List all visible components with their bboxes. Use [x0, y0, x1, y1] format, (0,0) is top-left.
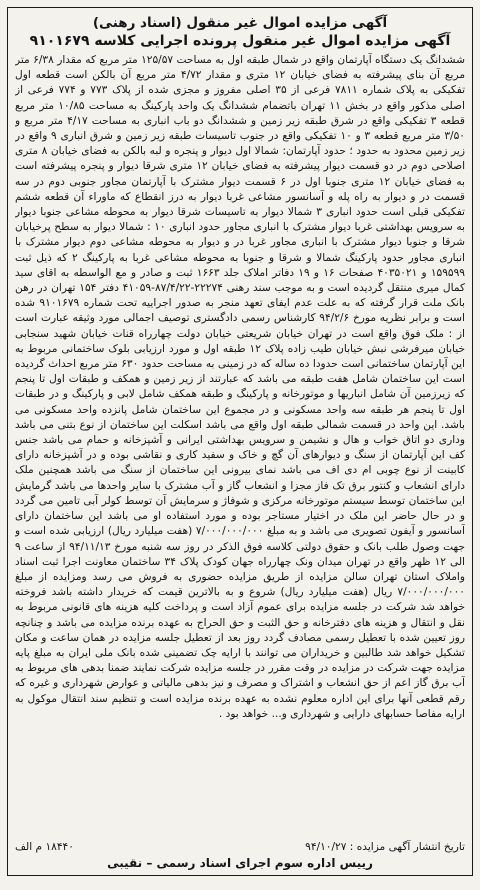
notice-title: آگهی مزایده اموال غیر منقول (اسناد رهنی)	[92, 15, 388, 31]
notice-meta	[15, 840, 465, 855]
notice-subtitle: آگهی مزایده اموال غیر منقول پرونده اجرایی کلاسه ۹۱۰۱۶۷۹	[29, 33, 451, 49]
notice-footer	[15, 840, 465, 872]
auction-notice	[7, 7, 473, 876]
reference-code: ۱۸۴۴۰ م الف	[15, 841, 74, 853]
publish-date: تاریخ انتشار آگهی مزایده : ۹۴/۱۰/۲۷	[305, 841, 465, 853]
signature: رییس اداره سوم اجرای اسناد رسمی – نقیبی	[107, 856, 373, 870]
notice-body: ششدانگ یک دستگاه آپارتمان واقع در شمال طبقه اول به مساحت ۱۲۵/۵۷ متر مربع که مقدار ۶/۳۸ متر مربع آن بنای پیشرفته به فضای خیابان ۱۲ متری و مقدار ۴/۷۲ متر مربع آن بالکن است قطعه اول تفکیکی به پلاک شماره ۷۸۱۱ فرعی از ۳۵ اصلی مفروز و مجزی شده از پلاک ۷۷۳ و ۷۷۴ فرعی از اصلی مذکور واقع در بخش ۱۱ تهران باتضمام ششدانگ یک واحد پارکینگ به مساحت ۱۰/۸۵ متر مربع قطعه ۳ تفکیکی واقع در شرق طبقه زیر زمین و ششدانگ دو باب انباری به مساحت ۴/۱۷ متر مربع و ۳/۵۰ متر مربع قطعه ۳ و ۱۰ تفکیکی واقع در جنوب تاسیسات طبقه زیر زمین و شرق انباری ۹ واقع در زیر زمین محدود به حدود ؛ حدود آپارتمان: شمالا اول دیوار و پنجره و لبه بالکن به فضای خیابان ۸ متری اصلاحی دوم در دو قسمت دیوار پیشرفته به فضای خیابان ۱۲ متری شرقا دیوار و پنجره پیشرفته است به فضای خیابان ۱۲ متری جنوبا اول در ۶ قسمت دیوار مشترک با آپارتمان مجاور جنوبی دوم در سه قسمت در و دیوار به راه پله و آسانسور مشاعی غربا دیوار به درز انقطاع که ماوراء آن قطعه ششم تفکیکی قبلی است حدود انباری ۳ شمالا دیوار به تاسیسات شرقا دیوار به محوطه مشاعی جنوبا دیوار به سرویس بهداشتی غربا دیوار مشترک با انباری مجاور حدود انباری ۱۰ : شمالا دیوار به سطح پرخیابان شرقا و جنوبا دیوار مشترک با انباری مجاور غربا در و دیوار به محوطه مشاعی دوم دیوار مشترک با انباری مجاور حدود پارکینگ شمالا و شرقا و جنوبا به محوطه مشاعی غربا به پارکینگ ۲ که ذیل ثبت ۱۵۹۵۹۹ و ۴۰۳۵۰۲۱ صفحات ۱۶ و ۱۹ دفاتر املاک جلد ۱۶۶۳ ثبت و صادر و مع الواسطه به اقای سید کمال میری منتقل گردیده است و به موجب سند رهنی ۲۲۲۷۴-۸۷/۴/۲۲-۴۱۰۵۹ دفتر ۱۵۴ تهران در رهن بانک ملت قرار گرفته که به علت عدم ایفای تعهد منجر به صدور اجراییه تحت شماره ۹۱۰۱۶۷۹ شده است و برابر نظریه مورخ ۹۴/۲/۶ کارشناس رسمی دادگستری توصیف اجمالی مورد وثیقه عبارت است از : ملک فوق واقع است در تهران خیابان شریعتی خیابان دولت چهارراه قنات خیابان شهید سنجابی خیابان میرفرشی نبش خیابان طیب زاده پلاک ۱۲ طبقه اول و مورد ارزیابی بلوک ساختمانی مربوط به این آپارتمان ساختمانی است حدودا ده ساله که در زمینی به مساحت حدود ۶۳۰ متر مربع احداث گردیده است این ساختمان شامل هفت طبقه می باشد که عبارتند از زیر زمین و همکف و طبقات اول تا پنجم که زیرزمین آن شامل انباریها و موتورخانه و پارکینگ و طبقه همکف شامل لابی و پارکینگ و در طبقات اول تا پنجم هر طبقه سه واحد مسکونی و در مجموع این ساختمان شامل پانزده واحد مسکونی می باشد. این واحد در قسمت شمالی طبقه اول واقع می باشد اسکلت این ساختمان از نوع بتنی می باشد وداری دو اتاق خواب و هال و نشیمن و سرویس بهداشتی ایرانی و آشپزخانه و حمام می باشد جنس کف این آپارتمان از سنگ و دیوارهای آن گچ و خاک و سفید کاری و نقاشی بوده و در آشپزخانه دارای کابینت از نوع چوبی ام دی اف می باشد نمای بیرونی این ساختمان از سنگ می باشد همچنین ملک دارای انشعاب و کنتور برق تک فاز مجزا و انشعاب گاز و آب مشترک با سایر واحدها می باشد گرمایش این ساختمان توسط سیستم موتورخانه مرکزی و شوفاژ و سرمایش آن توسط کولر آبی تامین می گردد و در حال حاضر این ملک در اختیار مستاجر بوده و مورد استفاده او می باشد این ساختمان دارای آسانسور و آیفون تصویری می باشد و به مبلغ ۷/۰۰۰/۰۰۰/۰۰۰ (هفت میلیارد ریال) ارزیابی شده است و جهت وصول طلب بانک و حقوق دولتی کلاسه فوق الذکر در روز سه شنبه مورخ ۹۴/۱۱/۱۳ از ساعت ۹ الی ۱۲ ظهر واقع در تهران میدان ونک چهارراه جهان کودک پلاک ۳۴ ساختمان معاونت اجرا ثبت اسناد واملاک استان تهران سالن مزایده از طریق مزایده حضوری به فروش می رسد ومزایده از مبلغ ۷/۰۰۰/۰۰۰/۰۰۰ ریال (هفت میلیارد ریال) شروع و به بالاترین قیمت که خریدار داشته باشد فروخته خواهد شد شرکت در جلسه مزایده برای عموم آزاد است و پرداخت کلیه هزینه های قانونی مربوط به نقل و انتقال و هزینه های دفترخانه و حق الثبت و حق الحراج به عهده برنده مزایده می باشد و چنانچه روز تعیین شده با تعطیل رسمی مصادف گردد روز بعد از تعطیل جلسه مزایده در همان ساعت و مکان تشکیل خواهد شد طالبین و خریداران می توانند با ارایه چک تضمینی شده بانک ملی ایران به مبلغ پایه مزایده جهت شرکت در مزایده در وقت مقرر در جلسه مزایده شرکت نمایند ضمنا بدهی های مربوط به آب برق گاز اعم از حق انشعاب و اشتراک و مصرف و نیز بدهی مالیاتی و عوارض شهرداری و غیره که رقم قطعی آنها برای این اداره معلوم نشده به عهده برنده مزایده است و تنظیم سند انتقال موکول به ارایه مفاصا حسابهای دارایی و شهرداری و... خواهد بود .	[15, 54, 465, 720]
